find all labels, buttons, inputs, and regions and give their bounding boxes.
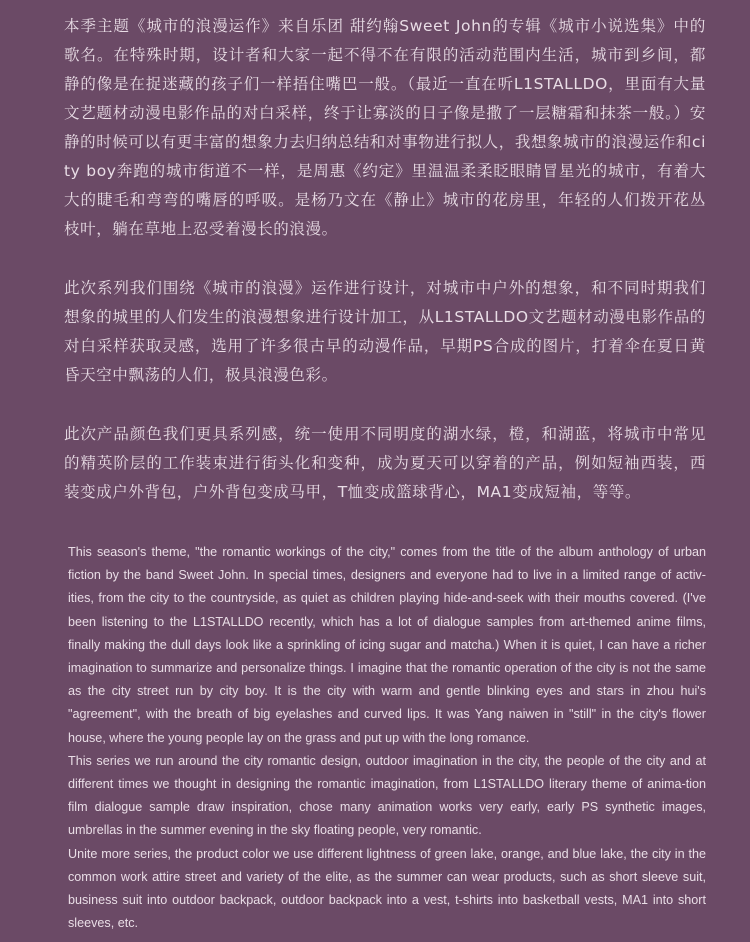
chinese-paragraph-series: 此次系列我们围绕《城市的浪漫》运作进行设计，对城市中户外的想象，和不同时期我们想象的城里的人们发生的浪漫想象进行设计加工，从L1STALLDO文艺题材动漫电影作品的对白采样获取灵感，选用了许多很古早的动漫作品，早期PS合成的图片，打着伞在夏日黄昏天空中飘荡的人们，极具浪漫色彩。 (64, 279, 706, 384)
chinese-paragraph-theme: 本季主题《城市的浪漫运作》来自乐团 甜约翰Sweet John的专辑《城市小说选集》中的歌名。在特殊时期，设计者和大家一起不得不在有限的活动范围内生活，城市到乡间，都静的像是在捉迷藏的孩子们一样捂住嘴巴一般。（最近一直在听L1STALLDO，里面有大量文艺题材动漫电影作品的对白采样，终于让寡淡的日子像是撒了一层糖霜和抹茶一般。）安静的时候可以有更丰富的想象力去归纳总结和对事物进行拟人，我想象城市的浪漫运作和city boy奔跑的城市街道不一样，是周惠《约定》里温温柔柔眨眼睛冒星光的城市，有着大大的睫毛和弯弯的嘴唇的呼吸。是杨乃文在《静止》城市的花房里，年轻的人们拨开花丛枝叶，躺在草地上忍受着漫长的浪漫。 (64, 17, 706, 238)
english-paragraph-theme: This season's theme, "the romantic workings of the city," comes from the title of the album anthology of urban fiction by the band Sweet John. In special times, designers and everyone had to live in a limited range of activ-ities, from the city to the countryside, as quiet as children playing hide-and-seek with their mouths covered. (I've been listening to the L1STALLDO recently, which has a lot of dialogue samples from art-themed anime films, finally making the dull days look like a sprinkling of icing sugar and matcha.) When it is quiet, I can have a richer imagination to summarize and personalize things. I imagine that the romantic operation of the city is not the same as the city street run by city boy. It is the city with warm and gentle blinking eyes and stars in zhou hui's "agreement", with the breath of big eyelashes and curved lips. It was Yang naiwen in "still" in the city's flower house, where the young people lay on the grass and put up with the long romance. (68, 545, 706, 745)
english-paragraph-series: This series we run around the city romantic design, outdoor imagination in the city, the people of the city and at different times we thought in designing the romantic imagination, from L1STALLDO literary theme of anima-tion film dialogue sample draw inspiration, chose many animation works very early, early PS synthetic images, umbrellas in the summer evening in the sky floating people, very romantic. (68, 753, 706, 838)
chinese-description (64, 12, 706, 507)
english-description (64, 541, 706, 935)
chinese-paragraph-colors: 此次产品颜色我们更具系列感，统一使用不同明度的湖水绿，橙，和湖蓝，将城市中常见的精英阶层的工作装束进行街头化和变种，成为夏天可以穿着的产品，例如短袖西装，西装变成户外背包，户外背包变成马甲，T恤变成篮球背心，MA1变成短袖，等等。 (64, 425, 706, 501)
english-paragraph-colors: Unite more series, the product color we use different lightness of green lake, orange, and blue lake, the city in the common work attire street and variety of the elite, as the summer can wear products, such as short sleeve suit, business suit into outdoor backpack, outdoor backpack into a vest, t-shirts into basketball vests, MA1 into short sleeves, etc. (68, 846, 706, 931)
